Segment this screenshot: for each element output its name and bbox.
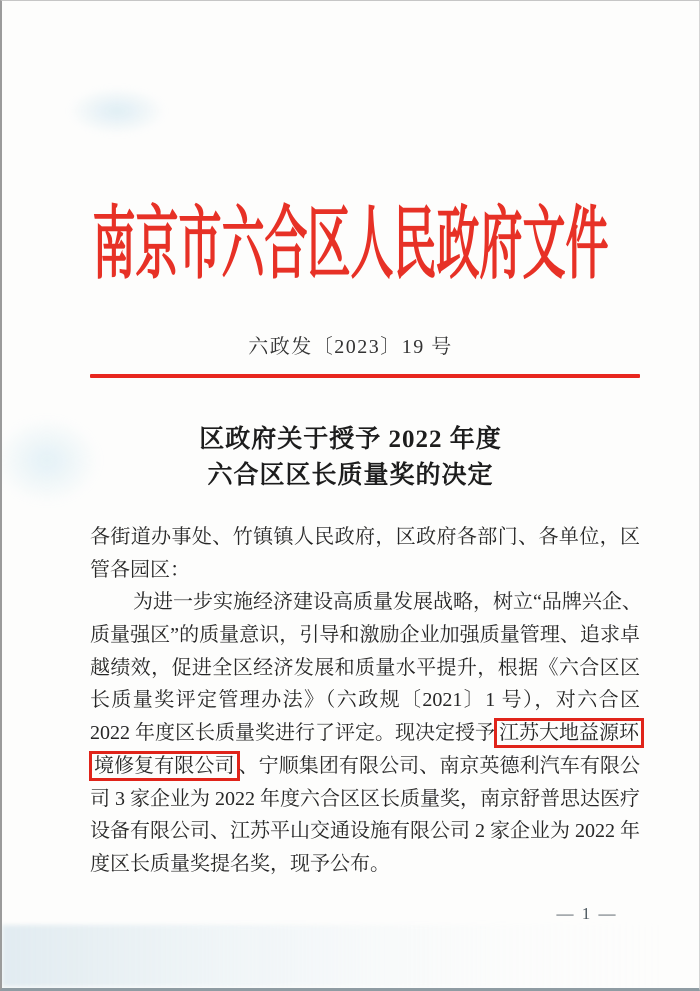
- highlighted-company-name-part1: 江苏大地益源环: [494, 718, 644, 748]
- body-line-4: 质量强区”的质量意识，引导和激励企业加强质量管理、追求卓: [90, 624, 640, 647]
- document-number: 六政发〔2023〕19 号: [248, 336, 453, 358]
- body-line-10: 设备有限公司、江苏平山交通设施有限公司 2 家企业为 2022 年: [90, 820, 640, 843]
- highlighted-company-name-part2: 境修复有限公司: [89, 751, 240, 781]
- body-line-5: 越绩效，促进全区经济发展和质量水平提升，根据《六合区区: [90, 656, 640, 679]
- body-line-11: 度区长质量奖提名奖，现予公布。: [90, 852, 390, 875]
- document-title-line1: 区政府关于授予 2022 年度: [199, 426, 502, 453]
- letterhead-text: 南京市六合区人民政府文件: [92, 202, 609, 290]
- scan-smudge-bottom: [2, 925, 662, 987]
- body-line-7-text: 2022 年度区长质量奖进行了评定。现决定授予: [90, 722, 495, 745]
- government-letterhead: [2, 202, 699, 290]
- body-line-9: 司 3 家企业为 2022 年度六合区区长质量奖，南京舒普思达医疗: [90, 787, 640, 810]
- document-title-line2: 六合区区长质量奖的决定: [207, 462, 494, 489]
- body-line-1: 各街道办事处、竹镇镇人民政府，区政府各部门、各单位，区: [90, 526, 640, 548]
- body-line-2: 管各园区：: [90, 558, 190, 581]
- page-number: — 1 —: [556, 904, 618, 923]
- body-line-6: 长质量奖评定管理办法》（六政规〔2021〕1 号），对六合区: [90, 689, 640, 712]
- body-line-8-text: 、宁顺集团有限公司、南京英德利汽车有限公: [238, 754, 641, 777]
- body-line-8: [90, 750, 640, 783]
- document-title: [2, 422, 699, 494]
- red-divider-rule: [90, 374, 640, 378]
- body-line-3: 为进一步实施经济建设高质量发展战略，树立“品牌兴企、: [133, 591, 642, 614]
- body-line-7: [90, 717, 640, 750]
- document-body: [90, 521, 640, 881]
- scan-smudge-top-left: [52, 79, 182, 143]
